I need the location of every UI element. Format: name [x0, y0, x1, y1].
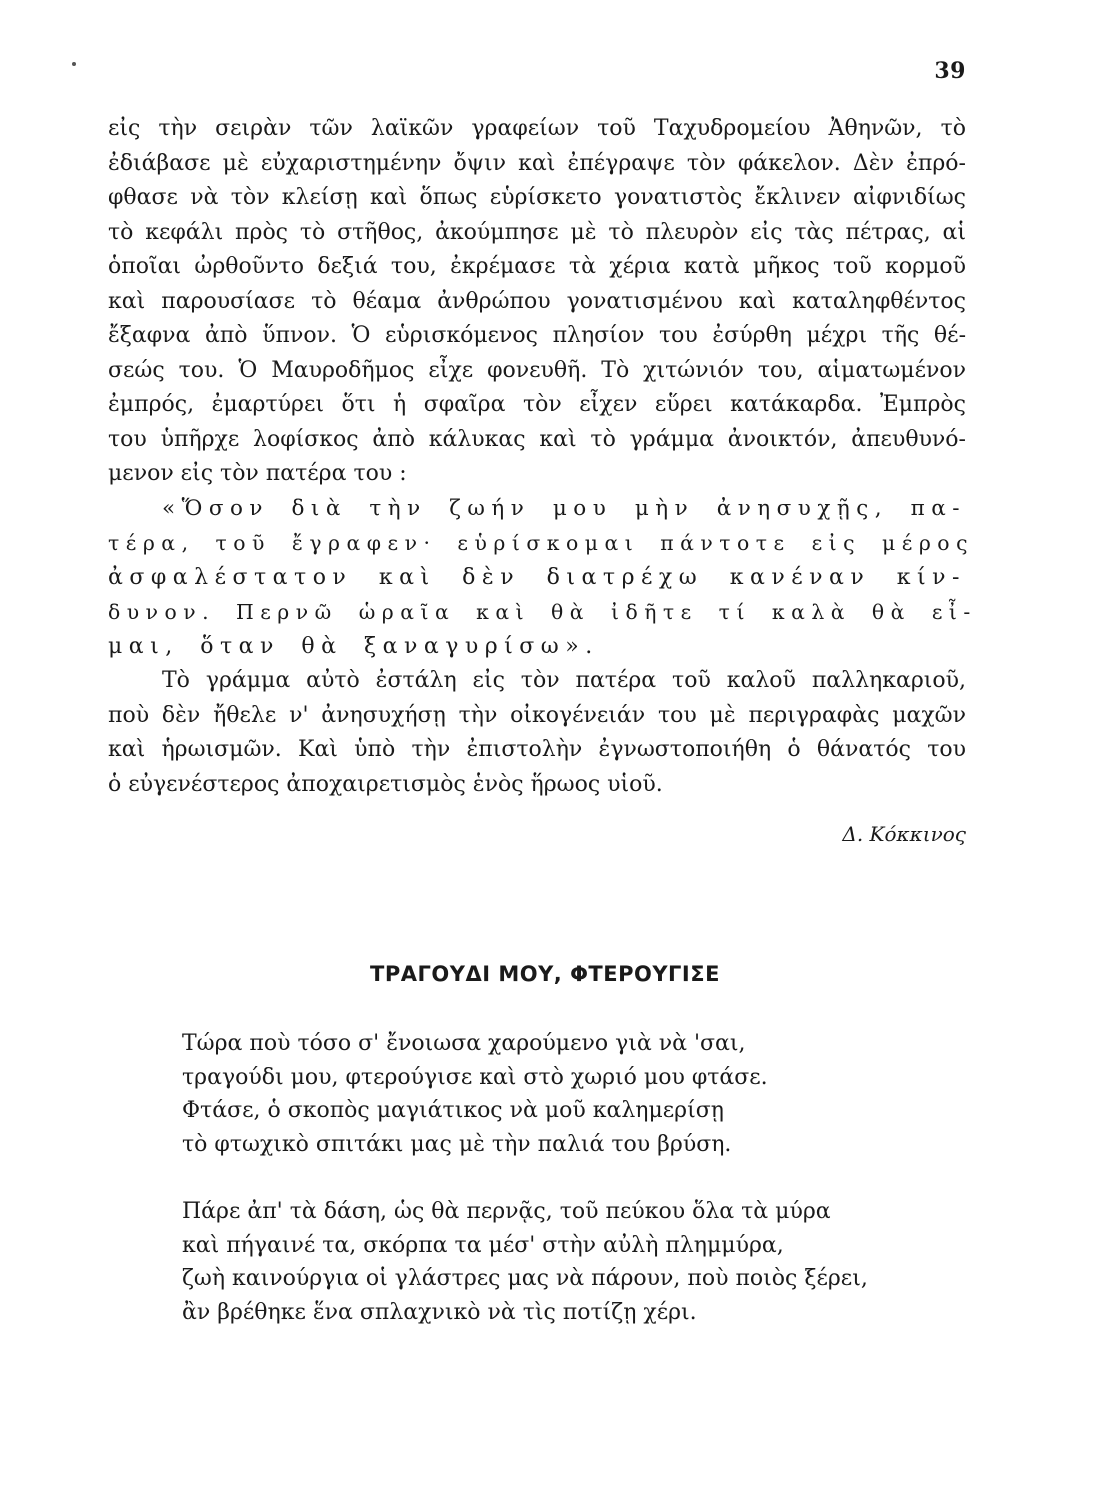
letter-quote-line: δυνον. Περνῶ ὡραῖα καὶ θὰ ἰδῆτε τί καλὰ θὰ εἶ-	[108, 600, 977, 624]
poem-verse: Τώρα ποὺ τόσο σ' ἔνοιωσα χαρούμενο γιὰ νὰ 'σαι,	[182, 1031, 746, 1056]
prose-line: τὸ κεφάλι πρὸς τὸ στῆθος, ἀκούμπησε μὲ τὸ πλευρὸν εἰς τὰς πέτρας, αἱ	[108, 219, 966, 245]
poem-verse: τὸ φτωχικὸ σπιτάκι μας μὲ τὴν παλιά του βρύση.	[182, 1131, 732, 1157]
prose-line: του ὑπῆρχε λοφίσκος ἀπὸ κάλυκας καὶ τὸ γράμμα ἀνοικτόν, ἀπευθυνό-	[108, 426, 966, 452]
prose-line: σεώς του. Ὁ Μαυροδῆμος εἶχε φονευθῆ. Τὸ χιτώνιόν του, αἱματωμένον	[108, 357, 966, 383]
poem-verse: ζωὴ καινούργια οἱ γλάστρες μας νὰ πάρουν, ποὺ ποιὸς ξέρει,	[182, 1266, 868, 1291]
prose-line: ἐμπρός, ἐμαρτύρει ὅτι ἡ σφαῖρα τὸν εἶχεν εὕρει κατάκαρδα. Ἐμπρὸς	[108, 392, 966, 417]
poem-stanza-1	[182, 1027, 942, 1161]
prose-line: φθασε νὰ τὸν κλείσῃ καὶ ὅπως εὑρίσκετο γονατιστὸς ἔκλινεν αἰφνιδίως	[108, 185, 966, 210]
prose-line: εἰς τὴν σειρὰν τῶν λαϊκῶν γραφείων τοῦ Ταχυδρομείου Ἀθηνῶν, τὸ	[108, 116, 966, 141]
closing-line: Τὸ γράμμα αὐτὸ ἐστάλη εἰς τὸν πατέρα τοῦ καλοῦ παλληκαριοῦ,	[162, 668, 966, 693]
page-speck	[72, 62, 76, 66]
prose-line: ἔξαφνα ἀπὸ ὕπνον. Ὁ εὑρισκόμενος πλησίον του ἐσύρθη μέχρι τῆς θέ-	[108, 323, 966, 348]
letter-quote-line: ἀσφαλέστατον καὶ δὲν διατρέχω κανέναν κίν-	[108, 564, 966, 590]
prose-line: ἐδιάβασε μὲ εὐχαριστημένην ὄψιν καὶ ἐπέγραψε τὸν φάκελον. Δὲν ἐπρό-	[108, 150, 966, 176]
poem-stanza-2	[182, 1195, 942, 1329]
poem-verse: Πάρε ἀπ' τὰ δάση, ὡς θὰ περνᾷς, τοῦ πεύκου ὅλα τὰ μύρα	[182, 1199, 831, 1224]
poem-verse: Φτάσε, ὁ σκοπὸς μαγιάτικος νὰ μοῦ καλημερίσῃ	[182, 1098, 724, 1123]
author-signature: Δ. Κόκκινος	[842, 822, 966, 846]
closing-line: ποὺ δὲν ἤθελε ν' ἀνησυχήσῃ τὴν οἰκογένειάν του μὲ περιγραφὰς μαχῶν	[108, 702, 966, 728]
prose-line: μενον εἰς τὸν πατέρα του :	[108, 461, 407, 486]
poem-title: ΤΡΑΓΟΥΔΙ ΜΟΥ, ΦΤΕΡΟΥΓΙΣΕ	[370, 962, 720, 986]
prose-line: ὁποῖαι ὠρθοῦντο δεξιά του, ἐκρέμασε τὰ χέρια κατὰ μῆκος τοῦ κορμοῦ	[108, 254, 966, 279]
poem-verse: ἂν βρέθηκε ἕνα σπλαχνικὸ νὰ τὶς ποτίζῃ χέρι.	[182, 1299, 697, 1325]
prose-section	[108, 112, 977, 802]
poem-verse: τραγούδι μου, φτερούγισε καὶ στὸ χωριό μου φτάσε.	[182, 1064, 768, 1090]
page-number: 39	[934, 58, 966, 84]
letter-quote-line: τέρα, τοῦ ἔγραφεν· εὑρίσκομαι πάντοτε εἰς μέρος	[108, 531, 974, 555]
poem-verse: καὶ πήγαινέ τα, σκόρπα τα μέσ' στὴν αὐλὴ πλημμύρα,	[182, 1232, 784, 1258]
letter-quote-line: μαι, ὅταν θὰ ξαναγυρίσω».	[108, 633, 599, 659]
prose-line: καὶ παρουσίασε τὸ θέαμα ἀνθρώπου γονατισμένου καὶ καταληφθέντος	[108, 288, 966, 314]
closing-line: ὁ εὐγενέστερος ἀποχαιρετισμὸς ἑνὸς ἥρωος υἱοῦ.	[108, 771, 663, 797]
closing-line: καὶ ἡρωισμῶν. Καὶ ὑπὸ τὴν ἐπιστολὴν ἐγνωστοποιήθη ὁ θάνατός του	[108, 737, 966, 762]
letter-quote-line: «Ὅσον διὰ τὴν ζωήν μου μὴν ἀνησυχῇς, πα-	[162, 495, 966, 521]
